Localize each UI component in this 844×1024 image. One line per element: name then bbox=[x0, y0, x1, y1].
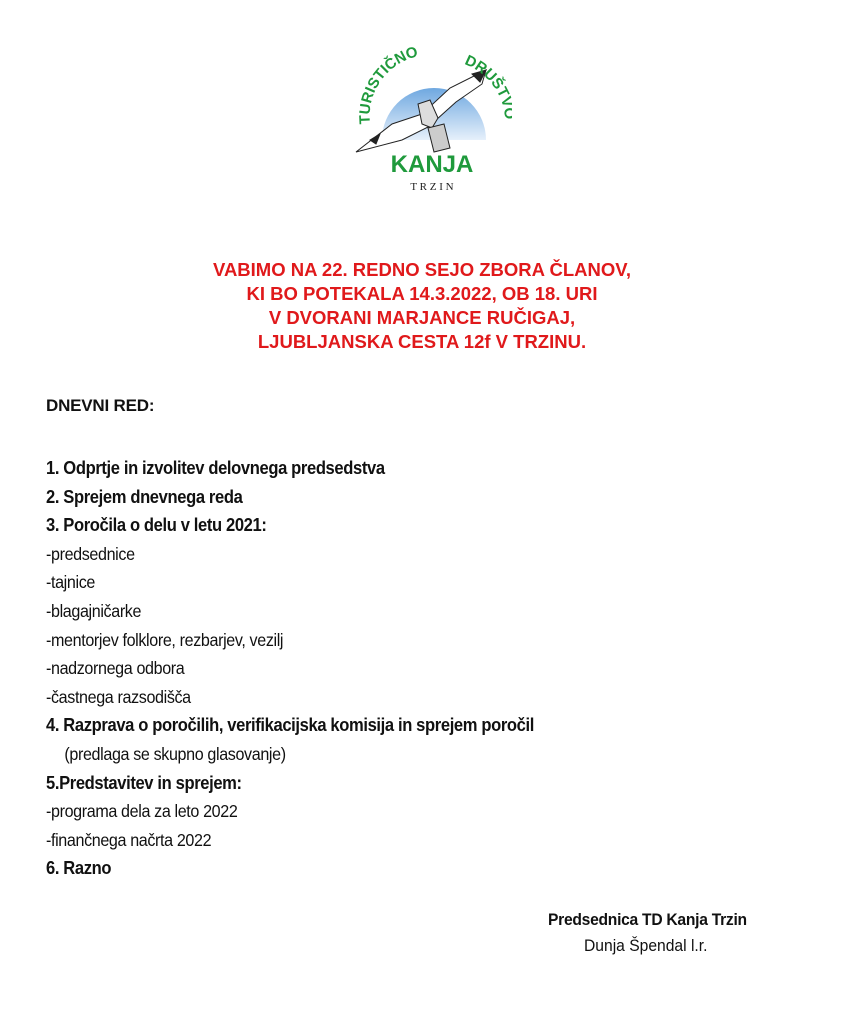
agenda-item: 5.Predstavitev in sprejem: bbox=[46, 772, 242, 793]
agenda-list bbox=[46, 454, 746, 883]
invitation-line: LJUBLJANSKA CESTA 12f V TRZINU. bbox=[257, 331, 587, 352]
agenda-item: -programa dela za leto 2022 bbox=[46, 801, 238, 822]
agenda-item: 6. Razno bbox=[46, 858, 112, 879]
signature-block bbox=[548, 910, 764, 956]
agenda-item: -blagajničarke bbox=[46, 600, 142, 621]
agenda-heading: DNEVNI RED: bbox=[46, 396, 155, 415]
agenda-item: 3. Poročila o delu v letu 2021: bbox=[46, 515, 267, 536]
agenda-item: -finančnega načrta 2022 bbox=[46, 829, 212, 850]
invitation-block bbox=[0, 258, 844, 354]
logo-arc-top: TURISTIČNO bbox=[356, 43, 420, 125]
invitation-line: KI BO POTEKALA 14.3.2022, OB 18. URI bbox=[246, 283, 598, 304]
agenda-item: 1. Odprtje in izvolitev delovnega predsedstva bbox=[46, 458, 385, 478]
invitation-line: VABIMO NA 22. REDNO SEJO ZBORA ČLANOV, bbox=[212, 259, 632, 280]
agenda bbox=[46, 396, 534, 879]
buzzard-bird-icon bbox=[352, 40, 512, 200]
logo-place: T R Z I N bbox=[410, 181, 454, 193]
agenda-item: 2. Sprejem dnevnega reda bbox=[46, 486, 243, 507]
agenda-item: (predlaga se skupno glasovanje) bbox=[64, 743, 286, 764]
agenda-item: -častnega razsodišča bbox=[46, 686, 191, 707]
logo-name: KANJA bbox=[390, 151, 474, 178]
logo-arc-right: DRUŠT bbox=[462, 51, 512, 101]
invitation-line: V DVORANI MARJANCE RUČIGAJ, bbox=[268, 307, 576, 328]
society-logo bbox=[352, 40, 512, 200]
agenda-item: -tajnice bbox=[46, 572, 95, 593]
agenda-item: -nadzornega odbora bbox=[46, 658, 185, 679]
signature-name: Dunja Špendal l.r. bbox=[584, 936, 708, 955]
agenda-item: 4. Razprava o poročilih, verifikacijska komisija in sprejem poročil bbox=[46, 715, 534, 736]
agenda-item: -predsednice bbox=[46, 543, 135, 564]
agenda-item: -mentorjev folklore, rezbarjev, vezilj bbox=[46, 629, 284, 650]
signature-title: Predsednica TD Kanja Trzin bbox=[548, 910, 747, 929]
